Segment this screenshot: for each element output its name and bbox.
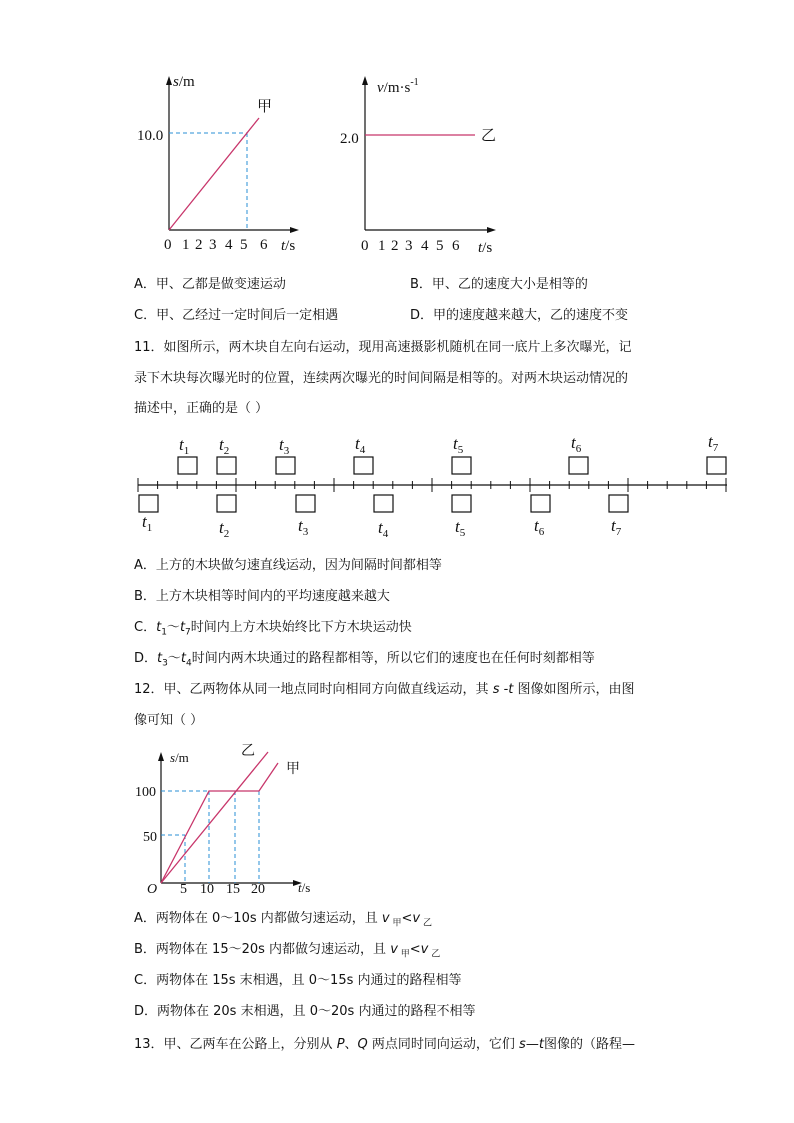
bottom-label-3: $t_3$ — [298, 516, 309, 538]
q11-option-c[interactable]: C．$t_1\sim t_7$时间内上方木块始终比下方木块运动快 — [134, 620, 412, 638]
q11-option-d[interactable]: D．$t_3\sim t_4$时间内两木块通过的路程都相等，所以它们的速度也在任何时刻都相等 — [134, 651, 595, 669]
xlabel: t/s — [298, 880, 311, 895]
bottom-blocks — [139, 495, 628, 512]
y-tick-50: 50 — [143, 830, 157, 845]
top-block-6 — [569, 457, 588, 474]
xlabel: t/s — [281, 238, 296, 254]
tick: 5 — [436, 238, 444, 254]
y-tick-100: 100 — [135, 785, 156, 800]
tick: 1 — [182, 237, 190, 253]
line-jia — [161, 763, 278, 883]
y-axis-arrow — [158, 752, 164, 761]
bottom-block-7 — [609, 495, 628, 512]
x-axis-arrow — [290, 227, 299, 233]
tick: 2 — [391, 238, 399, 254]
graph-yi-v-t — [340, 76, 496, 256]
q12-option-c[interactable]: C．两物体在 15s 末相遇，且 0～15s 内通过的路程相等 — [134, 973, 462, 988]
top-block-3 — [276, 457, 295, 474]
tick: 6 — [260, 237, 268, 253]
guide-dashes — [161, 791, 259, 883]
tick: 3 — [405, 238, 413, 254]
y-value-label: 2.0 — [340, 131, 359, 147]
tick: 0 — [361, 238, 369, 254]
label-jia: 甲 — [286, 761, 300, 777]
top-block-7 — [707, 457, 726, 474]
tick: 2 — [195, 237, 203, 253]
ylabel: s/m — [170, 750, 189, 765]
q12-option-d[interactable]: D．两物体在 20s 末相遇，且 0～20s 内通过的路程不相等 — [134, 1004, 476, 1019]
q13-stem-line1: 13．甲、乙两车在公路上，分别从 P、Q 两点同时同向运动，它们 s—t图像的（路程— — [134, 1037, 635, 1052]
top-block-4 — [354, 457, 373, 474]
bottom-block-3 — [296, 495, 315, 512]
q12-option-a[interactable]: A．两物体在 0～10s 内都做匀速运动，且 v $_甲$<v $_乙$ — [134, 911, 432, 929]
top-labels — [179, 432, 719, 457]
bottom-label-4: $t_4$ — [378, 518, 389, 540]
x-axis-arrow — [487, 227, 496, 233]
label-jia: 甲 — [257, 97, 273, 115]
q10-option-d[interactable]: D．甲的速度越来越大，乙的速度不变 — [410, 308, 629, 323]
bottom-block-5 — [452, 495, 471, 512]
bottom-label-5: $t_5$ — [455, 517, 466, 539]
q12-stem-line2: 像可知（ ） — [134, 713, 204, 728]
x-ticks — [164, 237, 268, 253]
bottom-block-2 — [217, 495, 236, 512]
q11-stem-line1: 11．如图所示，两木块自左向右运动，现用高速摄影机随机在同一底片上多次曝光，记 — [134, 340, 632, 355]
bottom-labels — [142, 512, 622, 540]
ylabel: $v/m\cdot s^{-1}$ — [377, 77, 419, 96]
label-yi: 乙 — [481, 126, 497, 144]
tick: 5 — [240, 237, 248, 253]
tick: 3 — [209, 237, 217, 253]
q12-graph — [0, 730, 794, 905]
bottom-label-6: $t_6$ — [534, 516, 545, 538]
q11-stem-line2: 录下木块每次曝光时的位置，连续两次曝光的时间间隔是相等的。对两木块运动情况的 — [134, 371, 629, 386]
q11-option-b[interactable]: B．上方木块相等时间内的平均速度越来越大 — [134, 589, 390, 604]
top-label-7: $t_7$ — [708, 432, 719, 454]
top-label-2: $t_2$ — [219, 435, 230, 457]
label-yi: 乙 — [241, 743, 255, 759]
q10-option-c[interactable]: C．甲、乙经过一定时间后一定相遇 — [134, 308, 339, 323]
bottom-label-2: $t_2$ — [219, 518, 230, 540]
bottom-label-1: $t_1$ — [142, 512, 153, 534]
tick: 0 — [164, 237, 172, 253]
q11-option-a[interactable]: A．上方的木块做匀速直线运动，因为间隔时间都相等 — [134, 558, 442, 573]
bottom-block-4 — [374, 495, 393, 512]
top-block-5 — [452, 457, 471, 474]
q10-option-a[interactable]: A．甲、乙都是做变速运动 — [134, 277, 286, 292]
top-label-4: $t_4$ — [355, 434, 366, 456]
top-blocks — [178, 457, 726, 474]
q12-stem-line1: 12．甲、乙两物体从同一地点同时向相同方向做直线运动，其 s -t 图像如图所示，由图 — [134, 682, 635, 697]
x-tick-20: 20 — [251, 882, 265, 897]
x-tick-10: 10 — [200, 882, 214, 897]
x-ticks — [361, 238, 460, 254]
bottom-block-6 — [531, 495, 550, 512]
bottom-label-7: $t_7$ — [611, 516, 622, 538]
tick: 4 — [421, 238, 429, 254]
x-tick-15: 15 — [226, 882, 240, 897]
xlabel: t/s — [478, 240, 493, 256]
y-axis-arrow — [362, 76, 368, 85]
top-label-5: $t_5$ — [453, 434, 464, 456]
q11-block-diagram — [0, 425, 794, 545]
tick: 6 — [452, 238, 460, 254]
origin-label: O — [147, 882, 158, 897]
tick: 1 — [378, 238, 386, 254]
y-axis-arrow — [166, 76, 172, 85]
x-tick-5: 5 — [180, 882, 187, 897]
tick: 4 — [225, 237, 233, 253]
q10-option-b[interactable]: B．甲、乙的速度大小是相等的 — [410, 277, 588, 292]
top-label-6: $t_6$ — [571, 433, 582, 455]
bottom-block-1 — [139, 495, 158, 512]
top-label-3: $t_3$ — [279, 435, 290, 457]
ylabel: s/m — [173, 74, 195, 90]
line-yi — [161, 752, 268, 883]
top-block-2 — [217, 457, 236, 474]
q11-stem-line3: 描述中，正确的是（ ） — [134, 401, 269, 416]
graph-jia-s-t — [137, 74, 299, 254]
line-jia — [169, 118, 259, 230]
q10-graphs — [0, 0, 794, 270]
y-value-label: 10.0 — [137, 128, 164, 144]
q12-option-b[interactable]: B．两物体在 15～20s 内都做匀速运动，且 v $_甲$<v $_乙$ — [134, 942, 441, 960]
top-label-1: $t_1$ — [179, 435, 190, 457]
top-block-1 — [178, 457, 197, 474]
